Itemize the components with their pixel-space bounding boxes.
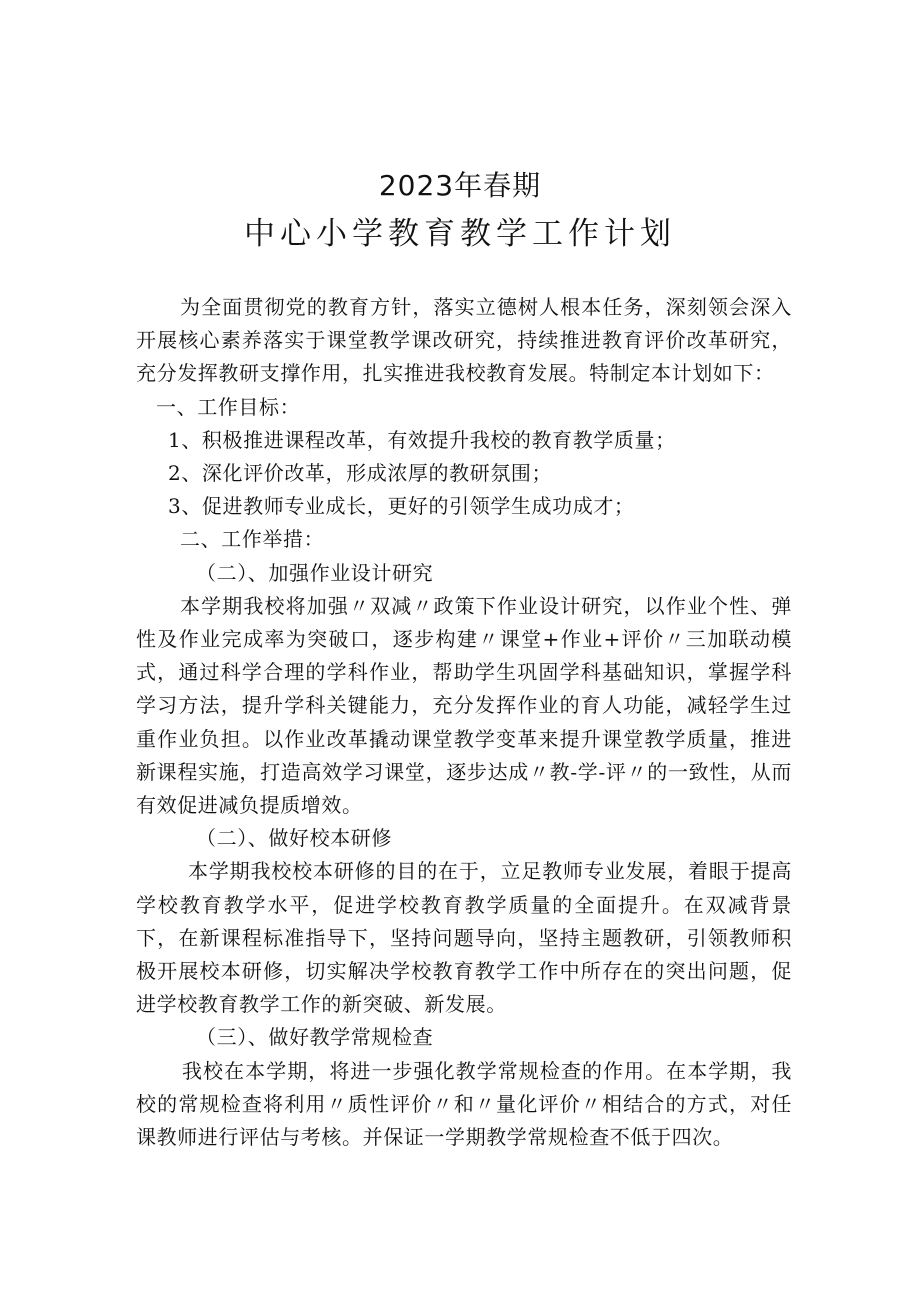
goal-item: 2、深化评价改革，形成浓厚的教研氛围； <box>168 461 553 486</box>
measure-heading: （二）、做好校本研修 <box>196 826 392 851</box>
document-title-year: 2023年春期 <box>378 169 542 202</box>
document-body <box>136 291 792 1154</box>
document-title: 中心小学教育教学工作计划 <box>244 216 676 252</box>
section-heading-measures: 二、工作举措： <box>180 527 325 552</box>
measure-paragraph: 本学期我校将加强〃双减〃政策下作业设计研究，以作业个性、弹性及作业完成率为突破口，逐步构建〃课堂+作业+评价〃三加联动模式，通过科学合理的学科作业，帮助学生巩固学科基础知识，掌握学科学习方法，提升学科关键能力，充分发挥作业的育人功能，减轻学生过重作业负担。以作业改革撬动课堂教学变革来提升课堂教学质量，推进新课程实施，打造高效学习课堂，逐步达成〃教-学-评〃的一致性，从而有效促进减负提质增效。 <box>136 593 792 818</box>
intro-paragraph: 为全面贯彻党的教育方针，落实立德树人根本任务，深刻领会深入开展核心素养落实于课堂教学课改研究，持续推进教育评价改革研究，充分发挥教研支撑作用，扎实推进我校教育发展。特制定本计划如下： <box>136 295 792 386</box>
goal-item: 3、促进教师专业成长，更好的引领学生成功成才； <box>168 494 635 519</box>
measure-paragraph: 本学期我校校本研修的目的在于，立足教师专业发展，着眼于提高学校教育教学水平，促进学校教育教学质量的全面提升。在双减背景下，在新课程标准指导下，坚持问题导向，坚持主题教研，引领教师积极开展校本研修，切实解决学校教育教学工作中所存在的突出问题，促进学校教育教学工作的新突破、新发展。 <box>136 859 792 1017</box>
goal-item: 1、积极推进课程改革，有效提升我校的教育教学质量； <box>168 427 676 452</box>
section-heading-goals: 一、工作目标： <box>156 394 301 419</box>
measure-heading: （三）、做好教学常规检查 <box>196 1025 434 1050</box>
measure-paragraph: 我校在本学期，将进一步强化教学常规检查的作用。在本学期，我校的常规检查将利用〃质性评价〃和〃量化评价〃相结合的方式，对任课教师进行评估与考核。并保证一学期教学常规检查不低于四次。 <box>136 1058 792 1150</box>
measure-heading: （二）、加强作业设计研究 <box>196 560 434 585</box>
